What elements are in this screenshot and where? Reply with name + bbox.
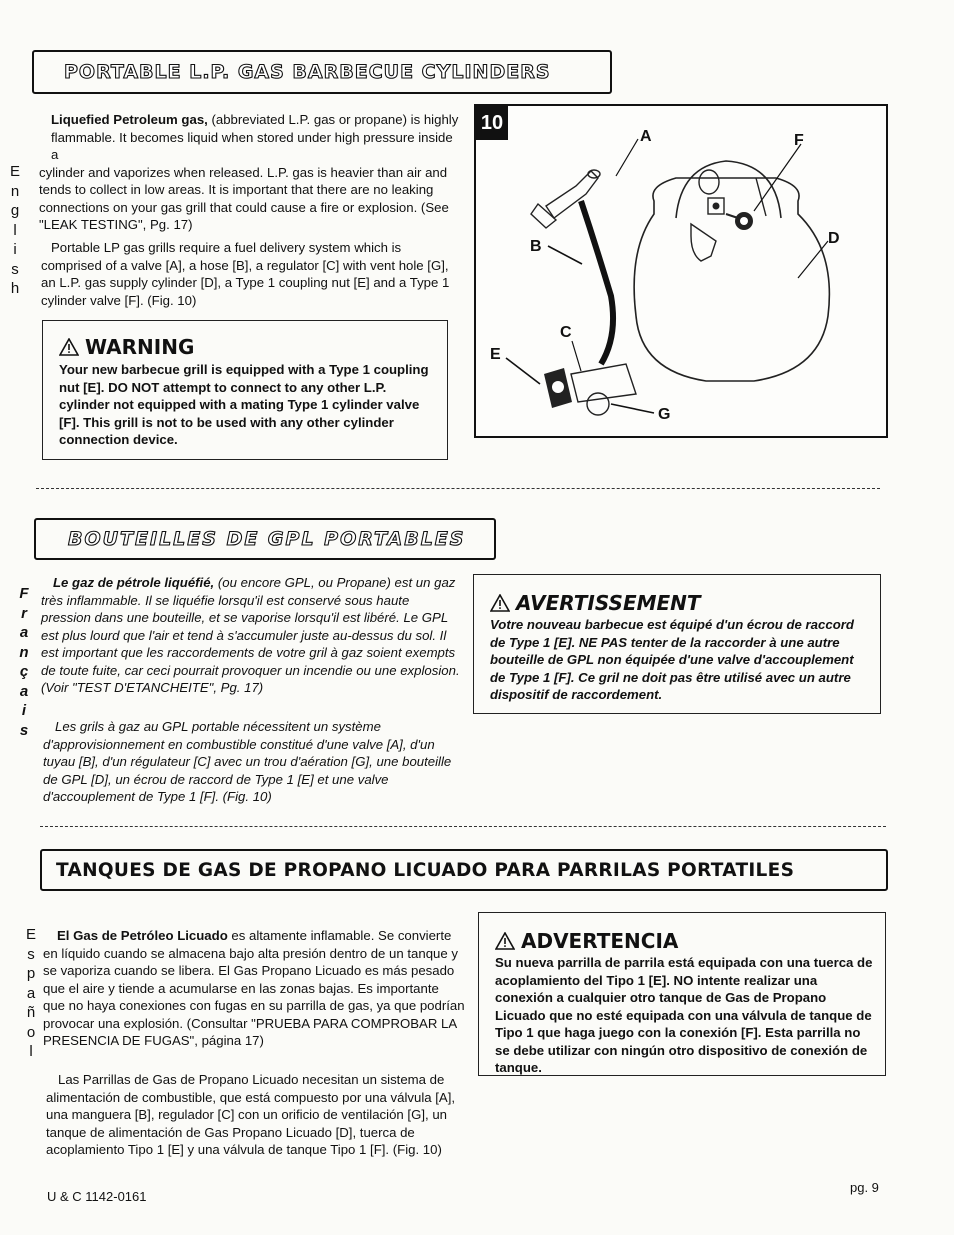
spanish-warning-box xyxy=(478,912,886,1076)
french-paragraph-2: Les grils à gaz au GPL portable nécessitent un système d'approvisionnement en combustible constitué d'une valve [A], d'un tuyau [B], d'un régulateur [C] avec un trou d'aération [G], une bouteille de GPL [D], un écrou de raccord de Type 1 [E] et une valve d'accouplement de Type 1 [F]. (Fig. 10) xyxy=(43,719,452,804)
spanish-warning-title: ADVERTENCIA xyxy=(495,929,877,953)
english-warning-box xyxy=(42,320,448,460)
label-g: G xyxy=(658,406,671,423)
label-d: D xyxy=(828,230,840,247)
spanish-paragraph-1: El Gas de Petróleo Licuado es altamente inflamable. Se convierte en líquido cuando se almacena bajo alta presión dentro de un tanque y se vaporiza cuando se libera. El Gas Propano Licuado es más pesado que el aire y tiende a acumularse en las zonas bajas. Es importante que no haya conexiones con fugas en su parrilla de gas, ya que podrían provocar una explosión. (Consultar "PRUEBA PARA COMPROBAR LA PRESENCIA DE FUGAS", página 17) xyxy=(43,928,465,1048)
label-b: B xyxy=(530,238,542,255)
spanish-paragraph-2: Las Parrillas de Gas de Propano Licuado necesitan un sistema de alimentación de combustible, que está compuesto por una válvula [A], una manguera [B], regulador [C] con un orificio de ventilación [G], un tanque de alimentación de Gas Propano Licuado [D], tuerca de acoplamiento Tipo 1 [E] y una válvula de tanque Tipo 1 [F]. (Fig. 10) xyxy=(46,1072,456,1157)
warning-triangle-icon xyxy=(490,594,510,612)
warning-triangle-icon xyxy=(59,338,79,356)
spanish-warning-text: Su nueva parrilla de parrila está equipada con una tuerca de acoplamiento del Tipo 1 [E]. NO intente realizar una conexión a cualquier otro tanque de Gas de Propano Licuado que no esté equipada con una válvula de tanque de Tipo 1 que haga juego con la conexión [F]. Esta parrilla no se debe utilizar con ningún otro dispositivo de conexión de tanque. xyxy=(495,955,873,1075)
spanish-side-label: E s p a ñ o l xyxy=(25,926,36,1060)
english-warning-text: Your new barbecue grill is equipped with a Type 1 coupling nut [E]. DO NOT attempt to connect to any other L.P. cylinder not equipped with a mating Type 1 cylinder valve [F]. This grill is not to be used with any other cylinder connection device. xyxy=(59,362,429,447)
footer-page-number: pg. 9 xyxy=(850,1180,879,1195)
french-heading xyxy=(34,518,496,560)
english-paragraph-1: Liquefied Petroleum gas, (abbreviated L.P. gas or propane) is highly flammable. It becomes liquid when stored under high pressure inside a cylinder and vaporizes when released. L.P. gas is heavier than air and tends to collect in low areas. It is important that there are no leaking connections on your gas grill that could cause a fire or explosion. (See "LEAK TESTING", Pg. 17) xyxy=(39,112,459,232)
french-warning-title: AVERTISSEMENT xyxy=(490,591,872,615)
spanish-heading xyxy=(40,849,888,891)
divider-2 xyxy=(40,826,886,827)
english-heading xyxy=(32,50,612,94)
figure-number-badge: 10 xyxy=(476,106,508,140)
french-paragraph-1: Le gaz de pétrole liquéfié, (ou encore GPL, ou Propane) est un gaz très inflammable. Il se liquéfie lorsqu'il est conservé sous haute pression dans une bouteille, et se vaporise lorsqu'il est libéré. Le GPL est plus lourd que l'air et tend à s'accumuler juste au-dessus du sol. Il est important que les raccordements de votre gril à gaz soient exempts de toute fuite, car ceci pourrait provoquer un incendie ou une explosion. (Voir "TEST D'ETANCHEITE", Pg. 17) xyxy=(41,575,460,695)
label-a: A xyxy=(640,128,652,145)
footer-model-number: U & C 1142-0161 xyxy=(47,1189,147,1204)
label-e: E xyxy=(490,346,501,363)
lp-cylinder-illustration xyxy=(476,106,886,436)
warning-triangle-icon xyxy=(495,932,515,950)
english-paragraph-2: Portable LP gas grills require a fuel delivery system which is comprised of a valve [A], a hose [B], a regulator [C] with vent hole [G], an L.P. gas supply cylinder [D], a Type 1 coupling nut [E] and a Type 1 cylinder valve [F]. (Fig. 10) xyxy=(41,240,450,308)
label-f: F xyxy=(794,132,804,149)
french-warning-text: Votre nouveau barbecue est équipé d'un écrou de raccord de Type 1 [E]. NE PAS tenter de la raccorder à une autre bouteille de GPL non équipée d'une valve d'accouplement de Type 1 [F]. Ce gril ne doit pas être utilisé avec un autre dispositif de raccordement. xyxy=(490,617,854,702)
spanish-heading-text: TANQUES DE GAS DE PROPANO LICUADO PARA PARRILAS PORTATILES xyxy=(56,859,795,881)
french-side-label: F r a n ç a i s xyxy=(19,585,29,739)
figure-10 xyxy=(474,104,888,438)
english-warning-title: WARNING xyxy=(59,335,439,359)
french-warning-box xyxy=(473,574,881,714)
english-side-label: E n g l i s h xyxy=(9,163,20,297)
divider-1 xyxy=(36,488,880,489)
french-heading-text: BOUTEILLES DE GPL PORTABLES xyxy=(68,528,466,550)
label-c: C xyxy=(560,324,572,341)
english-heading-text: PORTABLE L.P. GAS BARBECUE CYLINDERS xyxy=(64,61,551,83)
